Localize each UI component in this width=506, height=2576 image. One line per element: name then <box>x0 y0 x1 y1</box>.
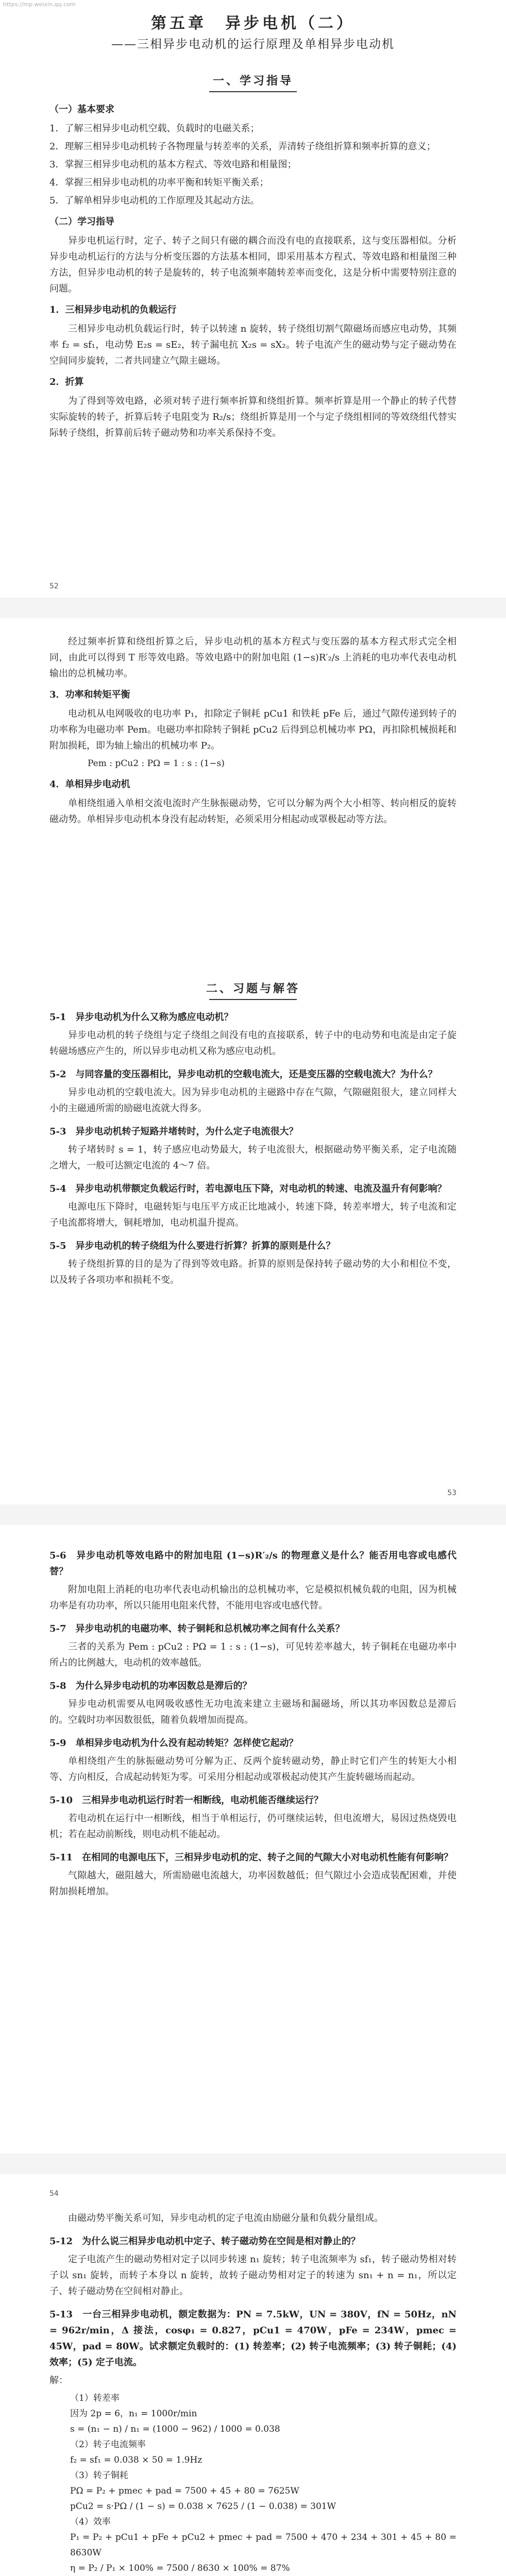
calc-line: 因为 2p = 6，n₁ = 1000r/min <box>70 2409 197 2419</box>
page-5 <box>49 2210 457 2576</box>
calc-line: （2）转子电流频率 <box>70 2439 146 2450</box>
page-1 <box>49 15 457 443</box>
subheading: 4．单相异步电动机 <box>49 779 130 790</box>
calc-line: PΩ = P₂ + pmec + pad = 7500 + 45 + 80 = 7625W <box>70 2486 299 2496</box>
calc-line: s = (n₁ − n) / n₁ = (1000 − 962) / 1000 = 0.038 <box>70 2424 280 2434</box>
question: 5-8 为什么异步电动机的功率因数总是滞后的？ <box>49 1681 252 1691</box>
page-4 <box>49 1540 457 1902</box>
question: 5-2 与同容量的变压器相比，异步电动机的空载电流大，还是变压器的空载电流大？为什么？ <box>49 1069 437 1080</box>
list-item: 4．掌握三相异步电动机的功率平衡和转矩平衡关系； <box>49 177 269 188</box>
page-2 <box>49 634 457 829</box>
question: 5-6 异步电动机等效电路中的附加电阻 (1−s)R′₂/s 的物理意义是什么？能否用电容或电感代替？ <box>49 1550 457 1577</box>
page-3 <box>49 969 457 1290</box>
formula: Pem : pCu2 : PΩ = 1 : s : (1−s) <box>88 758 225 769</box>
subheading: （二）学习指导 <box>49 216 114 227</box>
answer: 转子堵转时 s = 1，转子感应电动势最大，转子电流很大，根据磁动势平衡关系，定子电流随之增大，一般可达额定电流的 4～7 倍。 <box>49 1144 457 1171</box>
answer: 异步电动机需要从电网吸收感性无功电流来建立主磁场和漏磁场，所以其功率因数总是滞后的。空载时功率因数很低，随着负载增加而提高。 <box>49 1699 457 1725</box>
list-item: 5．了解单相异步电动机的工作原理及其起动方法。 <box>49 195 260 206</box>
calc-line: η = P₂ / P₁ × 100% = 7500 / 8630 × 100% = 87% <box>70 2563 290 2573</box>
calc-line: （3）转子铜耗 <box>70 2470 128 2481</box>
answer: 若电动机在运行中一相断线，相当于单相运行，仍可继续运转，但电流增大，易因过热烧毁电机；若在起动前断线，则电动机不能起动。 <box>49 1813 457 1840</box>
question: 5-13 一台三相异步电动机，额定数据为：PN = 7.5kW，UN = 380V，fN = 50Hz，nN = 962r/min，Δ 接法，cosφ₁ = 0.827，pCu1 = 470W，pFe = 234W，pmec = 45W，pad = 80W。试求额定负载时的：(1) 转差率；(2) 转子电流频率；(3) 转子铜耗；(4) 效率；(5) 定子电流。 <box>49 2309 457 2368</box>
paragraph: 电动机从电网吸收的电功率 P₁，扣除定子铜耗 pCu1 和铁耗 pFe 后，通过气隙传递到转子的功率称为电磁功率 Pem。电磁功率扣除转子铜耗 pCu2 后得到总机械功率 PΩ，再扣除机械损耗和附加损耗，即为轴上输出的机械功率 P₂。 <box>49 708 457 751</box>
subheading: 2．折算 <box>49 377 84 387</box>
question: 5-12 为什么说三相异步电动机中定子、转子磁动势在空间是相对静止的？ <box>49 2236 361 2247</box>
question: 5-9 单相异步电动机为什么没有起动转矩？怎样使它起动？ <box>49 1738 298 1749</box>
subheading: （一）基本要求 <box>49 104 114 115</box>
solution-label: 解： <box>49 2375 68 2386</box>
calc-line: f₂ = sf₁ = 0.038 × 50 = 1.9Hz <box>70 2455 203 2465</box>
answer: 三者的关系为 Pem : pCu2 : PΩ = 1 : s : (1−s)，可见转差率越大，转子铜耗在电磁功率中所占的比例越大，电动机的效率越低。 <box>49 1641 457 1668</box>
calc-line: （4）效率 <box>70 2517 111 2527</box>
answer: 气隙越大，磁阻越大，所需励磁电流越大，功率因数越低；但气隙过小会造成装配困难，并使附加损耗增加。 <box>49 1870 457 1897</box>
subheading: 1．三相异步电动机的负载运行 <box>49 304 177 315</box>
answer: 异步电动机的空载电流大。因为异步电动机的主磁路中存在气隙，气隙磁阻很大，建立同样大小的主磁通所需的励磁电流就大得多。 <box>49 1087 457 1114</box>
section-heading: 一、学习指导 <box>49 73 457 92</box>
question: 5-3 异步电动机转子短路并堵转时，为什么定子电流很大？ <box>49 1126 298 1137</box>
answer: 定子电流产生的磁动势相对定子以同步转速 n₁ 旋转；转子电流频率为 sf₁，转子磁动势相对转子以 sn₁ 旋转，而转子本身以 n 旋转，故转子磁动势相对定子的转速为 sn₁ + n = n₁，所以定子、转子磁动势在空间相对静止。 <box>49 2254 457 2297</box>
answer: 附加电阻上消耗的电功率代表电动机输出的总机械功率，它是模拟机械负载的电阻，因为机械功率是有功功率，所以只能用电阻来代替，不能用电容或电感代替。 <box>49 1584 457 1611</box>
page-number: 54 <box>49 2190 59 2198</box>
page-separator <box>0 1504 506 1525</box>
list-item: 2．理解三相异步电动机转子各物理量与转差率的关系，弄清转子绕组折算和频率折算的意义； <box>49 141 436 152</box>
paragraph: 三相异步电动机负载运行时，转子以转速 n 旋转，转子绕组切割气隙磁场而感应电动势，其频率 f₂ = sf₁，电动势 E₂s = sE₂，转子漏电抗 X₂s = sX₂。转子电流产生的磁动势与定子磁动势在空间同步旋转，二者共同建立气隙主磁场。 <box>49 324 457 366</box>
calc-line: （1）转差率 <box>70 2393 120 2403</box>
section-heading: 二、习题与解答 <box>49 981 457 1000</box>
question: 5-5 异步电动机的转子绕组为什么要进行折算？折算的原则是什么？ <box>49 1241 335 1251</box>
answer: 电源电压下降时，电磁转矩与电压平方成正比地减小，转速下降，转差率增大，转子电流和定子电流都将增大，铜耗增加，电动机温升提高。 <box>49 1201 457 1228</box>
calc-line: pCu2 = s·PΩ / (1 − s) = 0.038 × 7625 / (1 − 0.038) = 301W <box>70 2501 336 2512</box>
paragraph: 经过频率折算和绕组折算之后，异步电动机的基本方程式与变压器的基本方程式形式完全相同，由此可以得到 T 形等效电路。等效电路中的附加电阻 (1−s)R′₂/s 上消耗的电功率代表电动机输出的总机械功率。 <box>49 636 457 679</box>
page-separator <box>0 598 506 618</box>
url-bar: https://mp.weixin.qq.com <box>3 1 76 8</box>
page-number: 53 <box>447 1489 457 1497</box>
answer: 异步电动机的转子绕组与定子绕组之间没有电的直接联系，转子中的电动势和电流是由定子旋转磁场感应产生的，所以异步电动机又称为感应电动机。 <box>49 1030 457 1057</box>
list-item: 3．掌握三相异步电动机的基本方程式、等效电路和相量图； <box>49 159 297 170</box>
calc-line: P₁ = P₂ + pCu1 + pFe + pCu2 + pmec + pad = 7500 + 470 + 234 + 301 + 45 + 80 = 8630W <box>70 2532 457 2558</box>
answer: 转子绕组折算的目的是为了得到等效电路。折算的原则是保持转子磁动势的大小和相位不变，以及转子各项功率和损耗不变。 <box>49 1259 457 1285</box>
question: 5-11 在相同的电源电压下，三相异步电动机的定、转子之间的气隙大小对电动机性能有何影响？ <box>49 1852 453 1863</box>
paragraph: 单相绕组通入单相交流电流时产生脉振磁动势，它可以分解为两个大小相等、转向相反的旋转磁动势。单相异步电动机本身没有起动转矩，必须采用分相起动或罩极起动等方法。 <box>49 798 457 825</box>
paragraph: 为了得到等效电路，必须对转子进行频率折算和绕组折算。频率折算是用一个静止的转子代替实际旋转的转子，折算后转子电阻变为 R₂/s；绕组折算是用一个与定子绕组相同的等效绕组代替实际转子绕组，折算前后转子磁动势和功率关系保持不变。 <box>49 396 457 438</box>
page-number: 52 <box>49 582 59 590</box>
page-separator <box>0 2154 506 2174</box>
subheading: 3．功率和转矩平衡 <box>49 689 130 700</box>
paragraph: 异步电机运行时，定子、转子之间只有磁的耦合而没有电的直接联系，这与变压器相似。分析异步电动机运行的方法与分析变压器的方法基本相同，即采用基本方程式、等效电路和相量图三种方法，但异步电动机的转子是旋转的，转子电流频率随转差率而变化，这是分析中需要特别注意的问题。 <box>49 235 457 294</box>
question: 5-1 异步电动机为什么又称为感应电动机？ <box>49 1012 233 1023</box>
question: 5-10 三相异步电动机运行时若一相断线，电动机能否继续运行？ <box>49 1795 324 1806</box>
question: 5-4 异步电动机带额定负载运行时，若电源电压下降，对电动机的转速、电流及温升有何影响？ <box>49 1183 447 1194</box>
chapter-subtitle: ——三相异步电动机的运行原理及单相异步电动机 <box>111 38 395 51</box>
answer: 单相绕组产生的脉振磁动势可分解为正、反两个旋转磁动势，静止时它们产生的转矩大小相等、方向相反，合成起动转矩为零。可采用分相起动或罩极起动使其产生旋转磁场而起动。 <box>49 1756 457 1783</box>
question: 5-7 异步电动机的电磁功率、转子铜耗和总机械功率之间有什么关系？ <box>49 1623 345 1634</box>
chapter-title: 第五章 异步电机（二） <box>151 14 355 32</box>
paragraph: 由磁动势平衡关系可知，异步电动机的定子电流由励磁分量和负载分量组成。 <box>68 2213 383 2224</box>
list-item: 1．了解三相异步电动机空载、负载时的电磁关系； <box>49 123 260 134</box>
